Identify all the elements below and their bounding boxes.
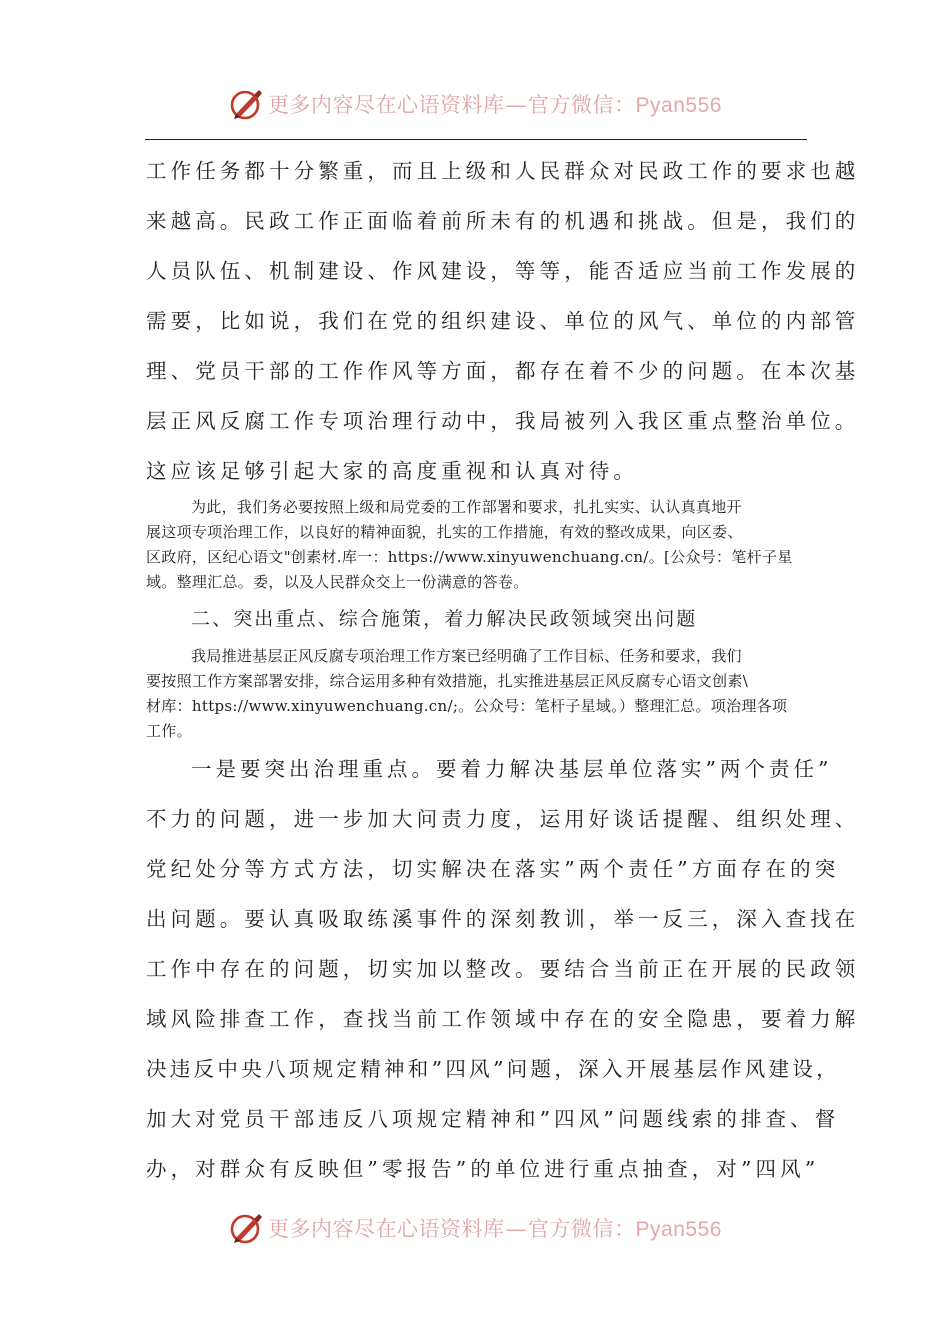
header-divider bbox=[145, 139, 807, 140]
paragraph1-line: 工作任务都十分繁重，而且上级和人民群众对民政工作的要求也越 bbox=[146, 159, 860, 183]
paragraph3-line: 材库：https://www.xinyuwenchuang.cn/;。公众号：笔杆子星域。）整理汇总。项治理各项 bbox=[146, 697, 788, 715]
footer-banner bbox=[0, 1208, 950, 1248]
header-wechat-id: Pyan556 bbox=[635, 94, 722, 117]
header-dash: — bbox=[505, 93, 528, 117]
paragraph4-line: 工作中存在的问题，切实加以整改。要结合当前正在开展的民政领 bbox=[146, 957, 860, 981]
paragraph1-line: 来越高。民政工作正面临着前所未有的机遇和挑战。但是，我们的 bbox=[146, 209, 860, 233]
paragraph2 bbox=[146, 495, 810, 595]
paragraph4-line: 办，对群众有反映但”零报告”的单位进行重点抽查，对”四风” bbox=[146, 1157, 820, 1181]
paragraph4-line: 党纪处分等方式方法，切实解决在落实”两个责任”方面存在的突 bbox=[146, 857, 840, 881]
footer-wechat-id: Pyan556 bbox=[635, 1218, 722, 1241]
paragraph1-line: 人员队伍、机制建设、作风建设，等等，能否适应当前工作发展的 bbox=[146, 259, 860, 283]
paragraph2-line: 为此，我们务必要按照上级和局党委的工作部署和要求，扎扎实实、认认真真地开 bbox=[191, 498, 742, 516]
paragraph2-line: 域。整理汇总。委，以及人民群众交上一份满意的答卷。 bbox=[146, 573, 529, 591]
paragraph4-line: 加大对党员干部违反八项规定精神和”四风”问题线索的排查、督 bbox=[146, 1107, 840, 1131]
paragraph2-line: 区政府，区纪心语文"创素材.库一：https://www.xinyuwenchuang.cn/。[公众号：笔杆子星 bbox=[146, 548, 793, 566]
paragraph4-line: 一是要突出治理重点。要着力解决基层单位落实”两个责任” bbox=[191, 757, 833, 781]
paragraph1-line: 这应该足够引起大家的高度重视和认真对待。 bbox=[146, 459, 638, 483]
paragraph1-line: 层正风反腐工作专项治理行动中，我局被列入我区重点整治单位。 bbox=[146, 409, 860, 433]
paragraph4-line: 域风险排查工作，查找当前工作领域中存在的安全隐患，要着力解 bbox=[146, 1007, 860, 1031]
footer-dash: — bbox=[505, 1217, 528, 1241]
header-banner bbox=[0, 84, 950, 124]
footer-wechat-label: 官方微信： bbox=[528, 1217, 636, 1241]
section-heading: 二、突出重点、综合施策，着力解决民政领域突出问题 bbox=[191, 608, 698, 630]
pen-seal-logo-icon bbox=[228, 86, 264, 122]
paragraph3-line: 我局推进基层正风反腐专项治理工作方案已经明确了工作目标、任务和要求，我们 bbox=[191, 647, 742, 665]
paragraph1-line: 需要，比如说，我们在党的组织建设、单位的风气、单位的内部管 bbox=[146, 309, 860, 333]
paragraph3 bbox=[146, 644, 810, 744]
paragraph3-line: 要按照工作方案部署安排，综合运用多种有效措施，扎实推进基层正风反腐专心语文创素\ bbox=[146, 672, 749, 690]
header-banner-text bbox=[268, 89, 722, 119]
footer-brand-text: 更多内容尽在心语资料库 bbox=[268, 1217, 505, 1241]
paragraph4-line: 决违反中央八项规定精神和”四风”问题，深入开展基层作风建设， bbox=[146, 1057, 840, 1081]
header-wechat-label: 官方微信： bbox=[528, 93, 636, 117]
paragraph4-line: 不力的问题，进一步加大问责力度，运用好谈话提醒、组织处理、 bbox=[146, 807, 860, 831]
header-brand-text: 更多内容尽在心语资料库 bbox=[268, 93, 505, 117]
paragraph2-line: 展这项专项治理工作，以良好的精神面貌，扎实的工作措施，有效的整改成果，向区委、 bbox=[146, 523, 743, 541]
paragraph1-line: 理、党员干部的工作作风等方面，都存在着不少的问题。在本次基 bbox=[146, 359, 860, 383]
pen-seal-logo-icon bbox=[228, 1210, 264, 1246]
paragraph4-line: 出问题。要认真吸取练溪事件的深刻教训，举一反三，深入查找在 bbox=[146, 907, 860, 931]
footer-banner-text bbox=[268, 1213, 722, 1243]
paragraph3-line: 工作。 bbox=[146, 722, 192, 740]
